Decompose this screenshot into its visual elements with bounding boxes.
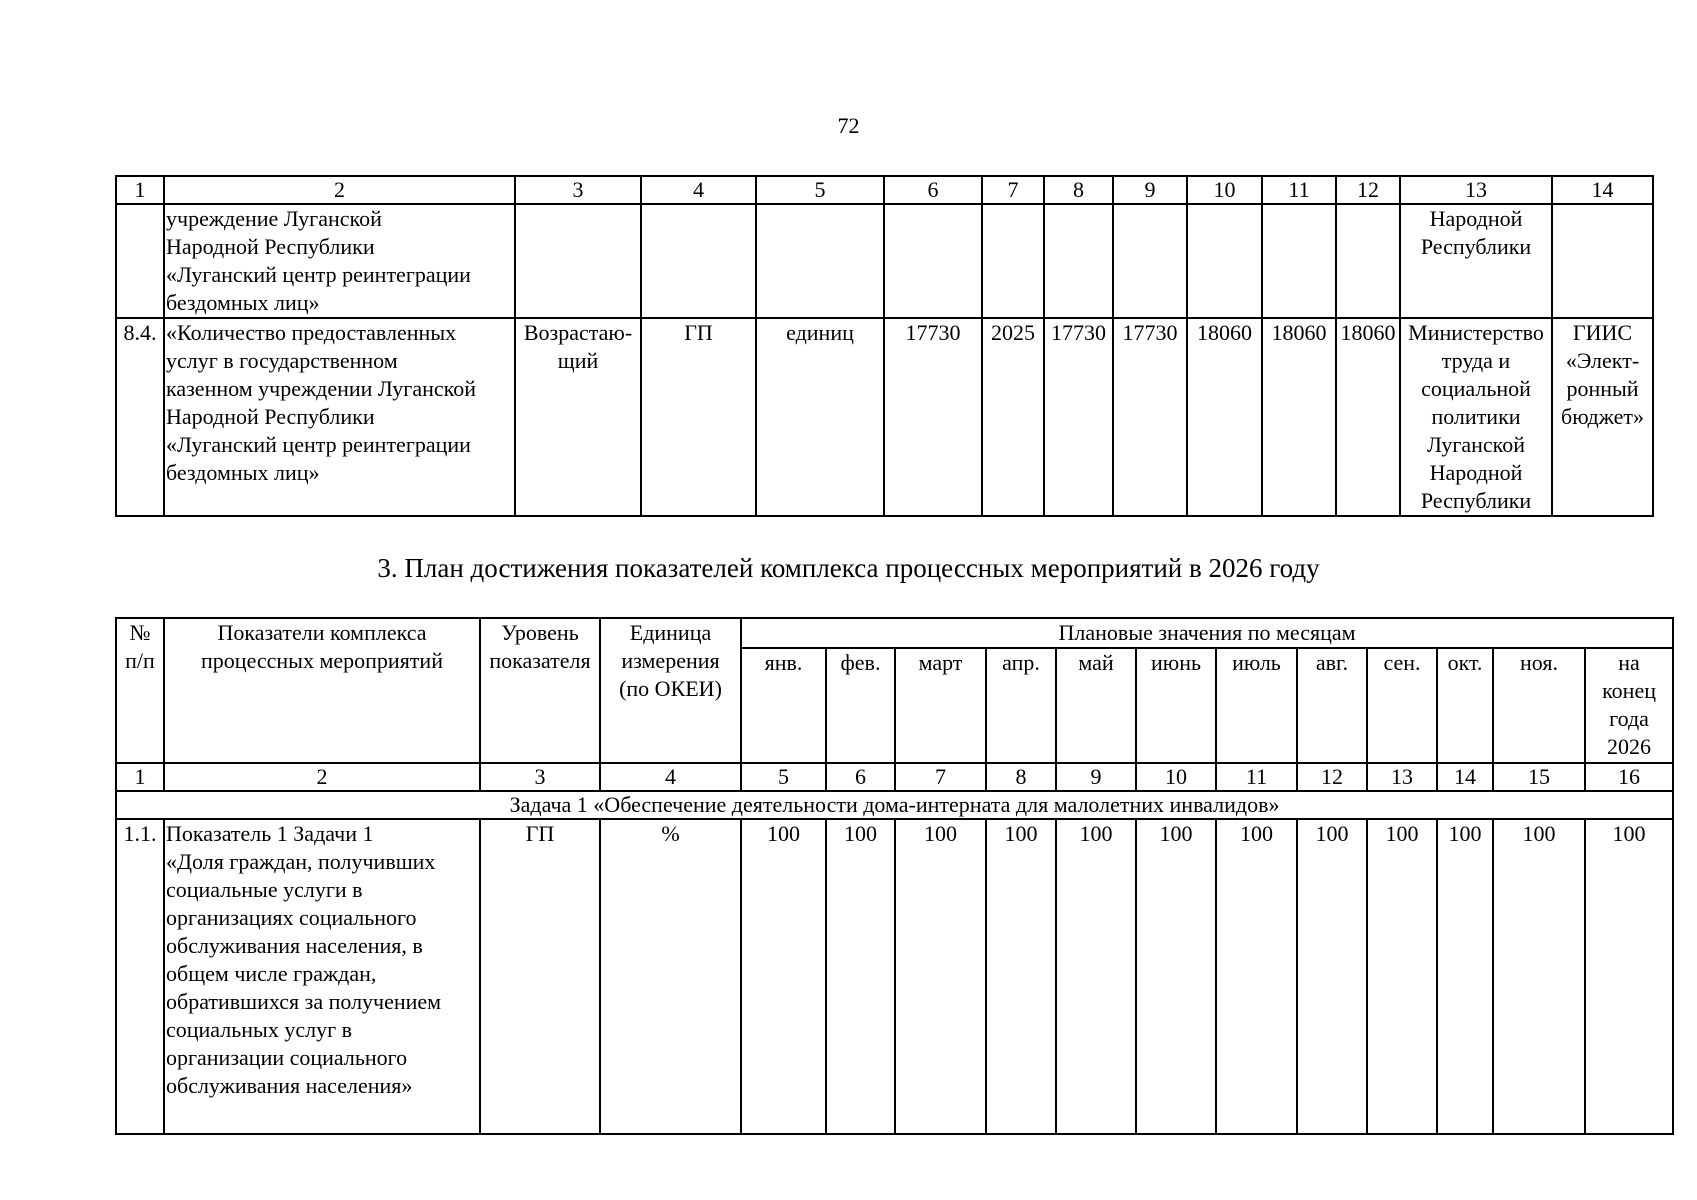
year-end-header: на конец года 2026 <box>1585 648 1673 763</box>
monthly-plan-table <box>115 617 1674 1135</box>
col-num-cell: 10 <box>1187 176 1262 204</box>
month-value-cell: 100 <box>1216 819 1297 1134</box>
col-num-cell: 7 <box>982 176 1044 204</box>
col-num-cell: 9 <box>1113 176 1187 204</box>
value-cell: 18060 <box>1262 318 1336 516</box>
col-num-cell: 6 <box>826 763 895 791</box>
month-header: фев. <box>826 648 895 763</box>
month-header: ноя. <box>1493 648 1585 763</box>
col-num-cell: 16 <box>1585 763 1673 791</box>
col-num-cell: 8 <box>1044 176 1113 204</box>
month-value-cell: 100 <box>1056 819 1136 1134</box>
col-num-cell: 9 <box>1056 763 1136 791</box>
task-row <box>116 791 1673 819</box>
section-title: 3. План достижения показателей комплекса процессных мероприятий в 2026 году <box>377 553 1320 583</box>
direction-cell: Возрастаю- щий <box>515 318 641 516</box>
responsible-cell: Министерство труда и социальной политики Луганской Народной Республики <box>1400 318 1552 516</box>
table-row-1-1 <box>116 819 1673 1134</box>
indicator-name-cell: «Количество предоставленных услуг в государственном казенном учреждении Луганской Народной Республики «Луганский центр реинтеграции бездомных лиц» <box>164 318 515 516</box>
level-cell: ГП <box>480 819 600 1134</box>
col-num-cell: 7 <box>895 763 986 791</box>
responsible-cell: Народной Республики <box>1400 204 1552 318</box>
row-number: 1.1. <box>116 819 164 1134</box>
indicator-name-cell: учреждение Луганской Народной Республики «Луганский центр реинтеграции бездомных лиц» <box>164 204 515 318</box>
month-header: март <box>895 648 986 763</box>
level-header: Уровень показателя <box>480 618 600 763</box>
col-num-cell: 5 <box>756 176 884 204</box>
col-num-cell: 5 <box>741 763 826 791</box>
month-value-cell: 100 <box>826 819 895 1134</box>
col-num-cell: 2 <box>164 763 480 791</box>
col-num-cell: 11 <box>1216 763 1297 791</box>
col-num-cell: 13 <box>1400 176 1552 204</box>
planned-values-header: Плановые значения по месяцам <box>741 618 1673 648</box>
column-number-row <box>116 176 1653 204</box>
col-num-cell: 1 <box>116 763 164 791</box>
row-number: 8.4. <box>116 318 164 516</box>
column-number-row <box>116 763 1673 791</box>
task-title: Задача 1 «Обеспечение деятельности дома-интерната для малолетних инвалидов» <box>116 791 1673 819</box>
col-num-cell: 14 <box>1552 176 1653 204</box>
month-header: июнь <box>1136 648 1216 763</box>
month-value-cell: 100 <box>1493 819 1585 1134</box>
month-header: янв. <box>741 648 826 763</box>
month-header: сен. <box>1367 648 1437 763</box>
indicators-table-continuation <box>115 175 1654 517</box>
information-system-cell: ГИИС «Элект- ронный бюджет» <box>1552 318 1653 516</box>
indicator-name-cell: Показатель 1 Задачи 1 «Доля граждан, получивших социальные услуги в организациях социального обслуживания населения, в общем числе граждан, обратившихся за получением социальных услуг в организации социального обслуживания населения» <box>164 819 480 1134</box>
level-cell: ГП <box>641 318 756 516</box>
header-row <box>116 618 1673 648</box>
value-cell: 17730 <box>1044 318 1113 516</box>
col-num-cell: 4 <box>641 176 756 204</box>
page-number: 72 <box>837 113 860 138</box>
unit-cell: % <box>600 819 741 1134</box>
year-end-value-cell: 100 <box>1585 819 1673 1134</box>
month-value-cell: 100 <box>1136 819 1216 1134</box>
col-num-cell: 1 <box>116 176 164 204</box>
col-num-cell: 14 <box>1437 763 1493 791</box>
num-cell <box>116 204 164 318</box>
month-header: май <box>1056 648 1136 763</box>
month-header: апр. <box>986 648 1056 763</box>
value-cell: 17730 <box>1113 318 1187 516</box>
num-header: № п/п <box>116 618 164 763</box>
month-header: июль <box>1216 648 1297 763</box>
value-cell: 18060 <box>1187 318 1262 516</box>
col-num-cell: 10 <box>1136 763 1216 791</box>
unit-cell: единиц <box>756 318 884 516</box>
value-cell: 18060 <box>1336 318 1400 516</box>
base-year-cell: 2025 <box>982 318 1044 516</box>
month-value-cell: 100 <box>986 819 1056 1134</box>
base-value-cell: 17730 <box>884 318 982 516</box>
col-num-cell: 12 <box>1336 176 1400 204</box>
unit-header: Единица измерения (по ОКЕИ) <box>600 618 741 763</box>
col-num-cell: 15 <box>1493 763 1585 791</box>
indicators-header: Показатели комплекса процессных мероприятий <box>164 618 480 763</box>
col-num-cell: 8 <box>986 763 1056 791</box>
col-num-cell: 12 <box>1297 763 1367 791</box>
col-num-cell: 3 <box>515 176 641 204</box>
col-num-cell: 13 <box>1367 763 1437 791</box>
month-header: авг. <box>1297 648 1367 763</box>
col-num-cell: 6 <box>884 176 982 204</box>
col-num-cell: 2 <box>164 176 515 204</box>
month-value-cell: 100 <box>741 819 826 1134</box>
col-num-cell: 11 <box>1262 176 1336 204</box>
col-num-cell: 3 <box>480 763 600 791</box>
col-num-cell: 4 <box>600 763 741 791</box>
month-value-cell: 100 <box>1367 819 1437 1134</box>
month-value-cell: 100 <box>1437 819 1493 1134</box>
month-value-cell: 100 <box>895 819 986 1134</box>
table-row-8-4 <box>116 318 1653 516</box>
month-header: окт. <box>1437 648 1493 763</box>
continuation-row <box>116 204 1653 318</box>
month-value-cell: 100 <box>1297 819 1367 1134</box>
